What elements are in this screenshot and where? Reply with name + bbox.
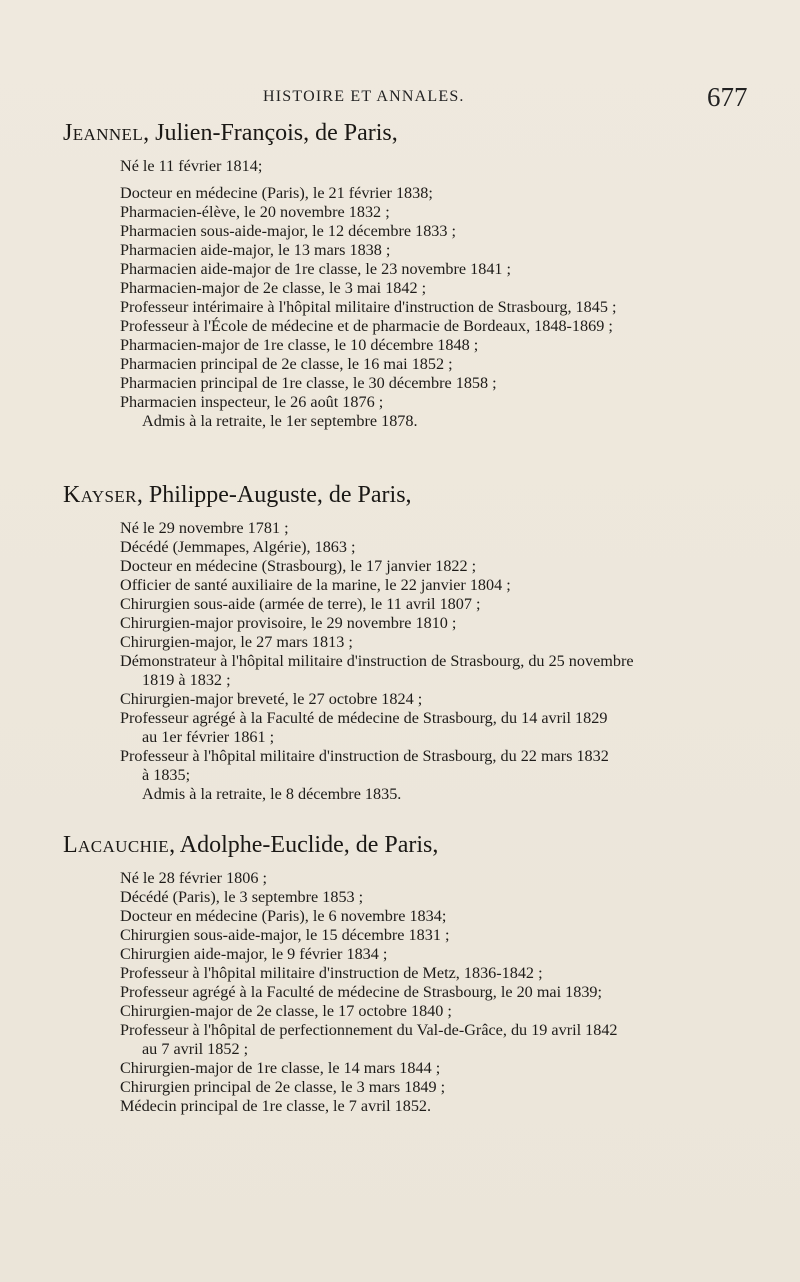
entry-career-list: [120, 519, 770, 804]
career-line: Professeur à l'hôpital militaire d'instruction de Metz, 1836-1842 ;: [120, 964, 543, 982]
career-line: Décédé (Jemmapes, Algérie), 1863 ;: [120, 538, 356, 556]
entry-heading: [63, 120, 398, 147]
entry-surname: Kayser: [63, 482, 137, 508]
entry-surname: Lacauchie: [63, 832, 170, 858]
career-line: Chirurgien principal de 2e classe, le 3 mars 1849 ;: [120, 1078, 446, 1096]
career-line: Professeur agrégé à la Faculté de médecine de Strasbourg, le 20 mai 1839;: [120, 983, 603, 1001]
page-number: 677: [707, 82, 748, 112]
career-line: Chirurgien-major de 1re classe, le 14 mars 1844 ;: [120, 1059, 441, 1077]
career-line: Chirurgien-major de 2e classe, le 17 octobre 1840 ;: [120, 1002, 452, 1020]
retirement-line: Admis à la retraite, le 8 décembre 1835.: [142, 785, 402, 803]
career-line-continuation: au 7 avril 1852 ;: [142, 1040, 249, 1058]
career-line-continuation: au 1er février 1861 ;: [142, 728, 275, 746]
career-line: Chirurgien-major provisoire, le 29 novembre 1810 ;: [120, 614, 457, 632]
career-line: Professeur à l'École de médecine et de pharmacie de Bordeaux, 1848-1869 ;: [120, 317, 613, 335]
entry-career-list: [120, 869, 770, 1116]
entry-heading: [63, 832, 438, 859]
birth-line: Né le 11 février 1814;: [120, 157, 263, 175]
birth-line: Né le 29 novembre 1781 ;: [120, 519, 289, 537]
career-line: Décédé (Paris), le 3 septembre 1853 ;: [120, 888, 364, 906]
career-line: Professeur agrégé à la Faculté de médecine de Strasbourg, du 14 avril 1829: [120, 709, 608, 727]
running-title: HISTOIRE ET ANNALES.: [263, 88, 465, 105]
career-line: Chirurgien aide-major, le 9 février 1834 ;: [120, 945, 388, 963]
career-line: Pharmacien principal de 1re classe, le 30 décembre 1858 ;: [120, 374, 497, 392]
career-line: Pharmacien inspecteur, le 26 août 1876 ;: [120, 393, 384, 411]
career-line: Chirurgien-major breveté, le 27 octobre 1824 ;: [120, 690, 423, 708]
career-line: Chirurgien sous-aide-major, le 15 décembre 1831 ;: [120, 926, 450, 944]
retirement-line: Admis à la retraite, le 1er septembre 1878.: [142, 412, 418, 430]
entry-career-list: [120, 157, 770, 431]
career-line: Professeur intérimaire à l'hôpital militaire d'instruction de Strasbourg, 1845 ;: [120, 298, 617, 316]
career-line: Pharmacien aide-major, le 13 mars 1838 ;: [120, 241, 391, 259]
entry-heading: [63, 482, 412, 509]
career-line: Démonstrateur à l'hôpital militaire d'instruction de Strasbourg, du 25 novembre: [120, 652, 634, 670]
running-head: [0, 82, 800, 112]
career-line-continuation: 1819 à 1832 ;: [142, 671, 231, 689]
career-line: Professeur à l'hôpital militaire d'instruction de Strasbourg, du 22 mars 1832: [120, 747, 609, 765]
career-line: Pharmacien aide-major de 1re classe, le 23 novembre 1841 ;: [120, 260, 512, 278]
entry-given-names: , Julien-François, de Paris,: [143, 120, 398, 146]
career-line-continuation: à 1835;: [142, 766, 191, 784]
career-line: Pharmacien principal de 2e classe, le 16 mai 1852 ;: [120, 355, 453, 373]
career-line: Officier de santé auxiliaire de la marine, le 22 janvier 1804 ;: [120, 576, 511, 594]
career-line: Pharmacien-major de 1re classe, le 10 décembre 1848 ;: [120, 336, 479, 354]
career-line: Pharmacien-élève, le 20 novembre 1832 ;: [120, 203, 390, 221]
entry-given-names: , Adolphe-Euclide, de Paris,: [169, 832, 439, 858]
career-line: Chirurgien sous-aide (armée de terre), le 11 avril 1807 ;: [120, 595, 481, 613]
career-line: Professeur à l'hôpital de perfectionnement du Val-de-Grâce, du 19 avril 1842: [120, 1021, 618, 1039]
entry-surname: Jeannel: [63, 120, 144, 146]
career-line: Docteur en médecine (Paris), le 6 novembre 1834;: [120, 907, 447, 925]
career-line: Docteur en médecine (Strasbourg), le 17 janvier 1822 ;: [120, 557, 477, 575]
career-line: Chirurgien-major, le 27 mars 1813 ;: [120, 633, 353, 651]
career-line: Pharmacien sous-aide-major, le 12 décembre 1833 ;: [120, 222, 457, 240]
career-line: Médecin principal de 1re classe, le 7 avril 1852.: [120, 1097, 432, 1115]
career-line: Pharmacien-major de 2e classe, le 3 mai 1842 ;: [120, 279, 427, 297]
career-line: Docteur en médecine (Paris), le 21 février 1838;: [120, 184, 433, 202]
birth-line: Né le 28 février 1806 ;: [120, 869, 267, 887]
entry-given-names: , Philippe-Auguste, de Paris,: [136, 482, 412, 508]
